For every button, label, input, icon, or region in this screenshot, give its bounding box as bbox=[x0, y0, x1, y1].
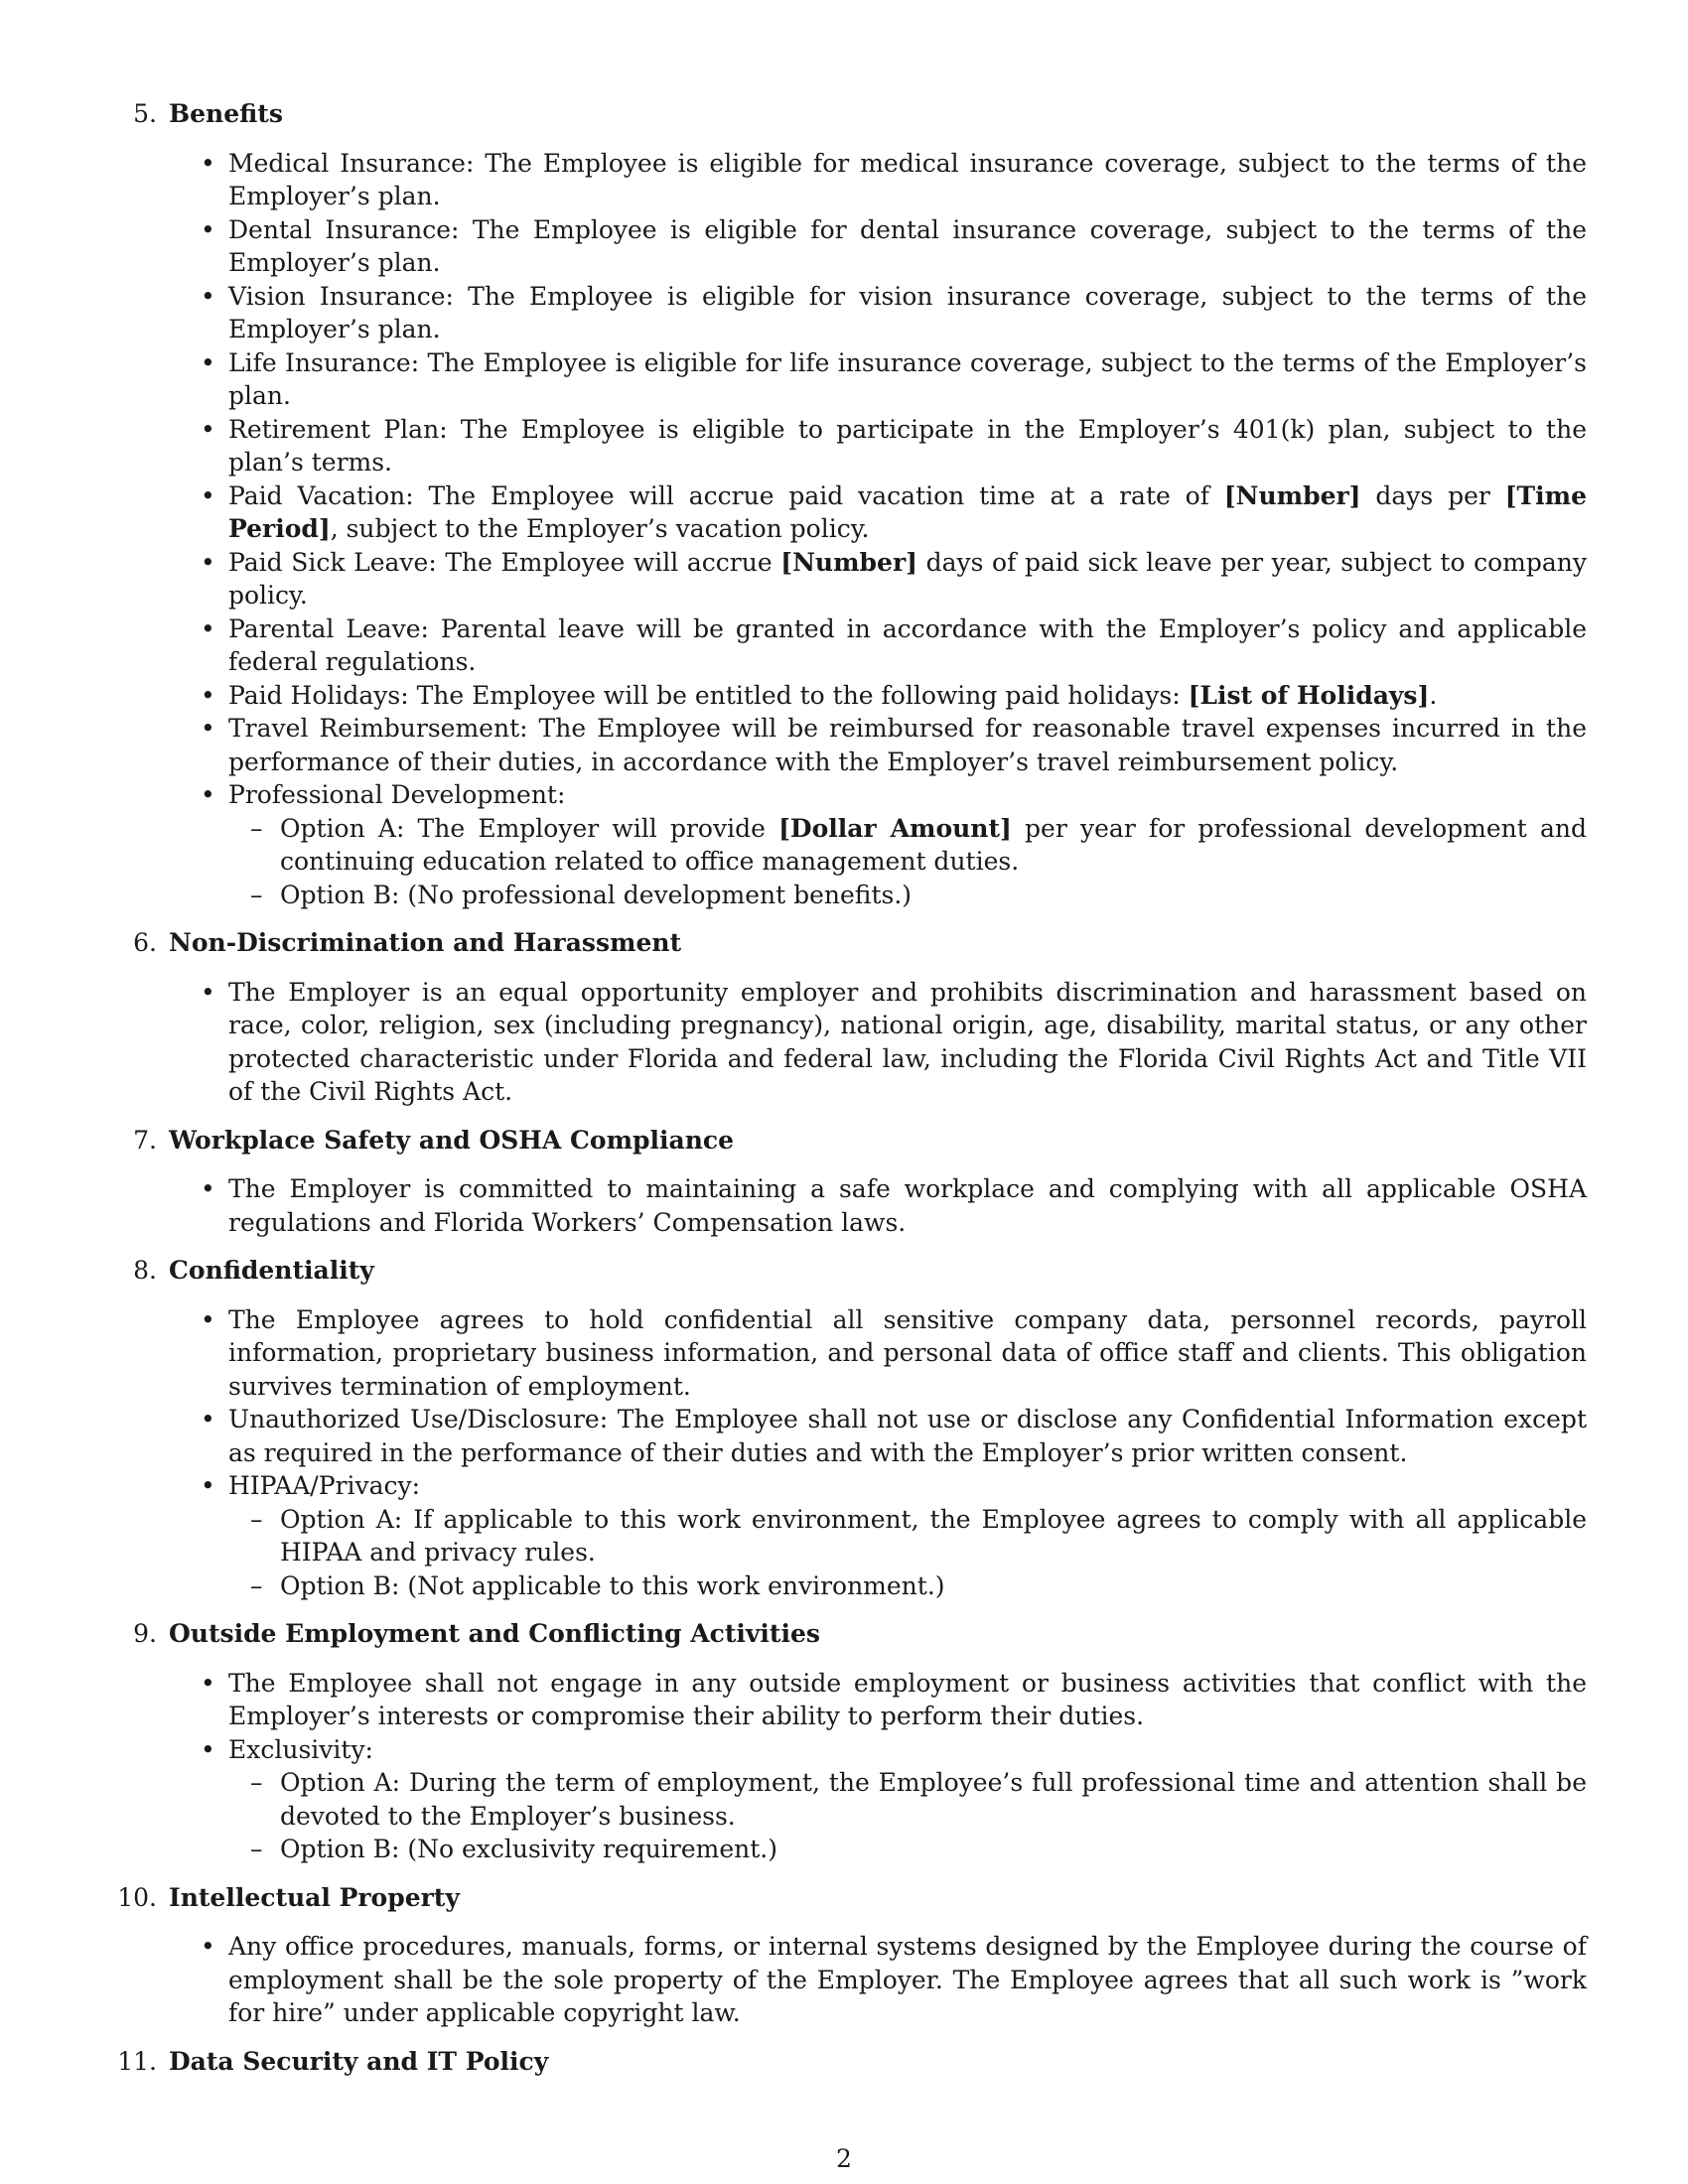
option-item: – Option B: (Not applicable to this work environment.) bbox=[280, 1570, 1587, 1603]
list-item: • Medical Insurance: The Employee is eligible for medical insurance coverage, subject to the terms of the Employer’s plan. bbox=[228, 147, 1587, 213]
placeholder-dollar-amount: [Dollar Amount] bbox=[778, 813, 1012, 843]
list-item: • The Employee shall not engage in any outside employment or business activities that conflict with the Employer’s interests or compromise their ability to perform their duties. bbox=[228, 1667, 1587, 1733]
item-text: Paid Sick Leave: The Employee will accrue bbox=[228, 547, 781, 577]
section-number: 11. bbox=[117, 2046, 157, 2076]
list-item bbox=[228, 479, 1587, 546]
section-heading bbox=[117, 926, 1587, 960]
list-item: • The Employee agrees to hold confidential all sensitive company data, personnel records, payroll information, proprietary business information, and personal data of office staff and clients. This obligation survives termination of employment. bbox=[228, 1303, 1587, 1404]
placeholder-holidays: [List of Holidays] bbox=[1188, 680, 1430, 710]
section-number: 7. bbox=[133, 1125, 157, 1155]
page-number: 2 bbox=[836, 2144, 852, 2173]
bullet-list bbox=[117, 976, 1587, 1109]
list-item: • Parental Leave: Parental leave will be granted in accordance with the Employer’s policy and applicable federal regulations. bbox=[228, 613, 1587, 679]
option-list bbox=[228, 812, 1587, 912]
section-title: Confidentiality bbox=[169, 1256, 374, 1285]
section-number: 10. bbox=[117, 1882, 157, 1912]
placeholder-number: [Number] bbox=[1223, 480, 1361, 510]
item-text: . bbox=[1429, 680, 1438, 710]
list-item: • Unauthorized Use/Disclosure: The Employee shall not use or disclose any Confidential Information except as required in the performance of their duties and with the Employer’s prior written consent. bbox=[228, 1403, 1587, 1469]
section-title: Non-Discrimination and Harassment bbox=[169, 928, 682, 957]
option-item: – Option A: During the term of employment, the Employee’s full professional time and attention shall be devoted to the Employer’s business. bbox=[280, 1766, 1587, 1833]
section-title: Data Security and IT Policy bbox=[169, 2046, 549, 2076]
section-workplace-safety bbox=[117, 1124, 1587, 1240]
section-heading bbox=[117, 97, 1587, 131]
list-item: • The Employer is committed to maintaining a safe workplace and complying with all applicable OSHA regulations and Florida Workers’ Compensation laws. bbox=[228, 1172, 1587, 1239]
section-heading bbox=[117, 1617, 1587, 1651]
bullet-list bbox=[117, 1303, 1587, 1603]
section-heading bbox=[117, 1124, 1587, 1158]
option-item: – Option A: If applicable to this work environment, the Employee agrees to comply with all applicable HIPAA and privacy rules. bbox=[280, 1503, 1587, 1570]
option-item bbox=[280, 812, 1587, 879]
placeholder-time-period: [Time Period] bbox=[228, 480, 1587, 543]
section-title: Benefits bbox=[169, 99, 283, 128]
placeholder-number: [Number] bbox=[780, 547, 917, 577]
bullet-list bbox=[117, 1172, 1587, 1239]
section-benefits bbox=[117, 97, 1587, 911]
section-non-discrimination bbox=[117, 926, 1587, 1109]
document-body bbox=[117, 97, 1587, 2093]
item-text: Paid Vacation: The Employee will accrue paid vacation time at a rate of bbox=[228, 480, 1224, 510]
bullet-list bbox=[117, 1930, 1587, 2030]
section-number: 6. bbox=[133, 928, 157, 957]
list-item: • Life Insurance: The Employee is eligible for life insurance coverage, subject to the terms of the Employer’s plan. bbox=[228, 346, 1587, 413]
section-title: Workplace Safety and OSHA Compliance bbox=[169, 1125, 735, 1155]
item-text: , subject to the Employer’s vacation policy. bbox=[330, 514, 870, 543]
item-text: HIPAA/Privacy: bbox=[228, 1471, 421, 1500]
section-confidentiality bbox=[117, 1254, 1587, 1602]
list-item: • The Employer is an equal opportunity employer and prohibits discrimination and harassment based on race, color, religion, sex (including pregnancy), national origin, age, disability, marital status, or any other protected characteristic under Florida and federal law, including the Florida Civil Rights Act and Title VII of the Civil Rights Act. bbox=[228, 976, 1587, 1109]
item-text: per year for professional development and continuing education related to office management duties. bbox=[280, 813, 1587, 876]
section-heading bbox=[117, 1254, 1587, 1288]
section-outside-employment bbox=[117, 1617, 1587, 1866]
item-text: days of paid sick leave per year, subject to company policy. bbox=[228, 547, 1587, 610]
section-heading bbox=[117, 1881, 1587, 1915]
section-title: Outside Employment and Conflicting Activities bbox=[169, 1619, 820, 1648]
section-number: 5. bbox=[133, 99, 157, 128]
section-intellectual-property bbox=[117, 1881, 1587, 2030]
list-item bbox=[228, 1733, 1587, 1866]
option-list bbox=[228, 1766, 1587, 1866]
section-heading bbox=[117, 2045, 1587, 2079]
list-item: • Retirement Plan: The Employee is eligible to participate in the Employer’s 401(k) plan, subject to the plan’s terms. bbox=[228, 413, 1587, 479]
item-text: Paid Holidays: The Employee will be entitled to the following paid holidays: bbox=[228, 680, 1189, 710]
list-item: • Travel Reimbursement: The Employee will be reimbursed for reasonable travel expenses incurred in the performance of their duties, in accordance with the Employer’s travel reimbursement policy. bbox=[228, 712, 1587, 778]
list-item bbox=[228, 1469, 1587, 1602]
list-item bbox=[228, 778, 1587, 911]
item-text: Professional Development: bbox=[228, 780, 566, 809]
option-item: – Option B: (No exclusivity requirement.) bbox=[280, 1833, 1587, 1866]
section-data-security bbox=[117, 2045, 1587, 2079]
list-item: • Vision Insurance: The Employee is eligible for vision insurance coverage, subject to the terms of the Employer’s plan. bbox=[228, 280, 1587, 346]
list-item bbox=[228, 679, 1587, 713]
item-text: Exclusivity: bbox=[228, 1734, 373, 1764]
bullet-list bbox=[117, 147, 1587, 912]
item-text: days per bbox=[1360, 480, 1505, 510]
section-number: 9. bbox=[133, 1619, 157, 1648]
section-title: Intellectual Property bbox=[169, 1882, 460, 1912]
list-item bbox=[228, 546, 1587, 613]
option-item: – Option B: (No professional development benefits.) bbox=[280, 879, 1587, 912]
item-text: Option A: The Employer will provide bbox=[280, 813, 779, 843]
list-item: • Any office procedures, manuals, forms, or internal systems designed by the Employee during the course of employment shall be the sole property of the Employer. The Employee agrees that all such work is ”work for hire” under applicable copyright law. bbox=[228, 1930, 1587, 2030]
section-number: 8. bbox=[133, 1256, 157, 1285]
bullet-list bbox=[117, 1667, 1587, 1866]
option-list bbox=[228, 1503, 1587, 1603]
list-item: • Dental Insurance: The Employee is eligible for dental insurance coverage, subject to the terms of the Employer’s plan. bbox=[228, 213, 1587, 280]
